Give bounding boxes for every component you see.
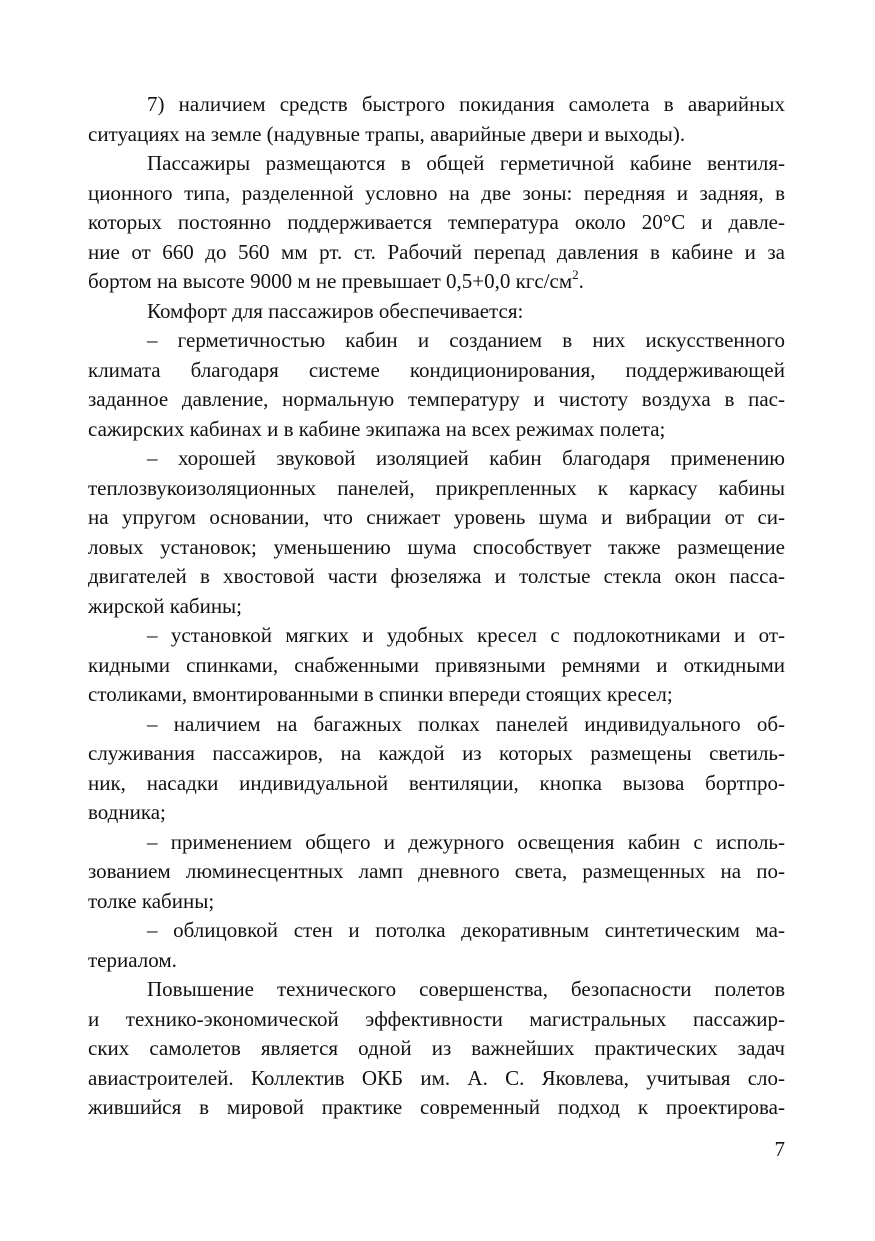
text-line-33: ских самолетов является одной из важнейших практических задач bbox=[88, 1036, 785, 1060]
text-line-22: – наличием на багажных полках панелей индивидуального об- bbox=[147, 711, 785, 736]
text-line-28: толке кабины; bbox=[88, 888, 215, 913]
text-line-29: – облицовкой стен и потолка декоративным синтетическим ма- bbox=[147, 918, 785, 942]
text-line-16: ловых установок; уменьшению шума способствует также размещение bbox=[88, 534, 785, 559]
text-line-11: заданное давление, нормальную температуру и чистоту воздуха в пас- bbox=[88, 387, 785, 411]
text-line-10: климата благодаря системе кондиционирования, поддерживающей bbox=[88, 357, 785, 382]
text-line-35: жившийся в мировой практике современный подход к проектирова- bbox=[88, 1095, 785, 1119]
text-line-26: – применением общего и дежурного освещения кабин с исполь- bbox=[147, 829, 785, 854]
text-line-15: на упругом основании, что снижает уровень шума и вибрации от си- bbox=[88, 505, 785, 529]
text-line-17: двигателей в хвостовой части фюзеляжа и толстые стекла окон пасса- bbox=[88, 564, 785, 588]
text-line-21: столиками, вмонтированными в спинки впереди стоящих кресел; bbox=[88, 682, 673, 706]
text-line-23: служивания пассажиров, на каждой из которых размещены светиль- bbox=[88, 741, 785, 765]
text-line-19: – установкой мягких и удобных кресел с подлокотниками и от- bbox=[147, 623, 785, 647]
text-line-18: жирской кабины; bbox=[88, 593, 243, 618]
text-line-8: Комфорт для пассажиров обеспечивается: bbox=[147, 298, 524, 323]
text-line-5: которых постоянно поддерживается температура около 20°С и давле- bbox=[88, 210, 785, 234]
text-line-7-body: бортом на высоте 9000 м не превышает 0,5+0,0 кгс/см bbox=[88, 269, 573, 293]
text-line-30: териалом. bbox=[88, 947, 177, 972]
superscript-exponent: 2 bbox=[572, 267, 579, 282]
page-number: 7 bbox=[774, 1137, 785, 1161]
text-line-1: 7) наличием средств быстрого покидания самолета в аварийных bbox=[147, 92, 785, 116]
text-line-13: – хорошей звуковой изоляцией кабин благодаря применению bbox=[147, 446, 785, 470]
text-line-2: ситуациях на земле (надувные трапы, аварийные двери и выходы). bbox=[88, 121, 686, 146]
text-line-7 bbox=[88, 267, 785, 297]
text-line-31: Повышение технического совершенства, безопасности полетов bbox=[147, 977, 785, 1001]
text-line-20: кидными спинками, снабженными привязными ремнями и откидными bbox=[88, 652, 785, 677]
text-line-14: теплозвукоизоляционных панелей, прикрепленных к каркасу кабины bbox=[88, 475, 785, 500]
text-line-27: зованием люминесцентных ламп дневного света, размещенных на по- bbox=[88, 859, 785, 883]
document-page bbox=[88, 90, 785, 1123]
text-line-4: ционного типа, разделенной условно на две зоны: передняя и задняя, в bbox=[88, 180, 785, 205]
text-line-6: ние от 660 до 560 мм рт. ст. Рабочий перепад давления в кабине и за bbox=[88, 239, 785, 264]
text-line-12: сажирских кабинах и в кабине экипажа на всех режимах полета; bbox=[88, 416, 666, 441]
text-line-32: и технико-экономической эффективности магистральных пассажир- bbox=[88, 1006, 785, 1031]
text-line-7-period: . bbox=[578, 269, 584, 293]
text-line-9: – герметичностью кабин и созданием в них искусственного bbox=[147, 328, 785, 352]
text-line-25: водника; bbox=[88, 800, 166, 824]
text-line-3: Пассажиры размещаются в общей герметичной кабине вентиля- bbox=[147, 151, 785, 175]
text-line-24: ник, насадки индивидуальной вентиляции, кнопка вызова бортпро- bbox=[88, 770, 785, 795]
text-line-34: авиастроителей. Коллектив ОКБ им. А. С. Яковлева, учитывая сло- bbox=[88, 1065, 785, 1090]
